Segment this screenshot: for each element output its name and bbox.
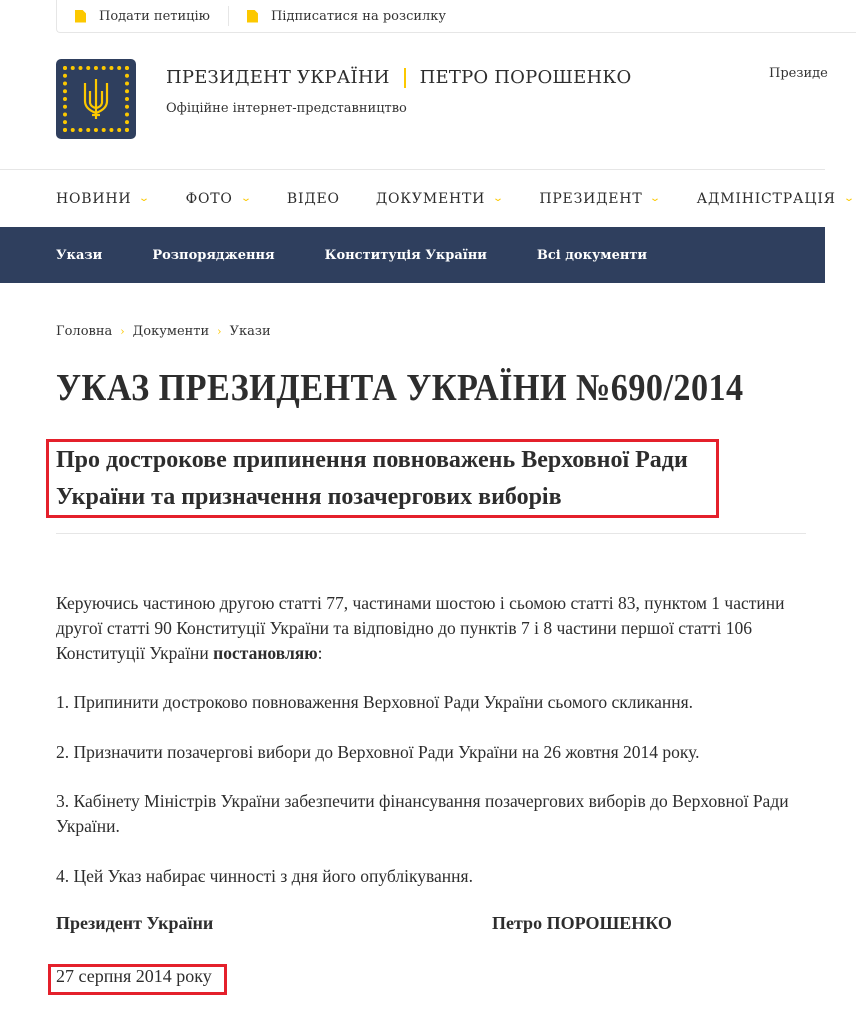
logo-wreath-frame bbox=[63, 66, 129, 132]
documents-subnav bbox=[0, 227, 825, 283]
subscribe-label: Підписатися на розсилку bbox=[270, 8, 447, 24]
nav-label: ПРЕЗИДЕНТ bbox=[539, 190, 643, 207]
subnav-item-all-documents[interactable]: Всі документи bbox=[536, 247, 648, 263]
trident-icon bbox=[81, 77, 111, 121]
top-utility-bar bbox=[56, 0, 856, 33]
nav-label: ДОКУМЕНТИ bbox=[375, 190, 486, 207]
chevron-right-icon: › bbox=[120, 325, 125, 338]
decree-item-4: 4. Цей Указ набирає чинності з дня його опублікування. bbox=[56, 866, 473, 886]
chevron-down-icon: ⌄ bbox=[239, 193, 253, 204]
main-navigation bbox=[0, 169, 856, 227]
site-title[interactable] bbox=[166, 67, 631, 88]
title-separator bbox=[404, 68, 406, 88]
nav-item-documents[interactable] bbox=[376, 191, 504, 207]
signature-name: Петро ПОРОШЕНКО bbox=[492, 913, 672, 933]
signature-title: Президент України bbox=[56, 913, 214, 933]
subnav-item-decrees[interactable]: Укази bbox=[56, 247, 103, 263]
document-preamble bbox=[56, 591, 816, 666]
preamble-text: Керуючись частиною другою статті 77, частинами шостою і сьомою статті 83, пунктом 1 частини другої статті 90 Конституції України та відповідно до пунктів 7 і 8 частини першої статті 106 Конституції України bbox=[56, 593, 785, 663]
breadcrumb-home[interactable]: Головна bbox=[56, 324, 113, 339]
petition-link[interactable] bbox=[57, 0, 228, 32]
chevron-down-icon: ⌄ bbox=[649, 193, 663, 204]
nav-label: ВІДЕО bbox=[286, 190, 340, 207]
site-subtitle: Офіційне інтернет-представництво bbox=[166, 101, 407, 116]
document-subtitle: Про дострокове припинення повноважень Верховної Ради України та призначення позачергових виборів bbox=[56, 447, 688, 510]
preamble-bold: постановляю bbox=[213, 643, 318, 663]
nav-label: ФОТО bbox=[185, 190, 233, 207]
site-logo[interactable] bbox=[56, 59, 136, 139]
document-date: 27 серпня 2014 року bbox=[56, 966, 212, 986]
site-title-right: ПЕТРО ПОРОШЕНКО bbox=[419, 67, 632, 88]
subnav-item-constitution[interactable]: Конституція України bbox=[324, 247, 487, 263]
decree-item-2: 2. Призначити позачергові вибори до Верховної Ради України на 26 жовтня 2014 року. bbox=[56, 742, 700, 762]
document-icon bbox=[75, 10, 86, 23]
chevron-down-icon: ⌄ bbox=[138, 193, 152, 204]
page-title: УКАЗ ПРЕЗИДЕНТА УКРАЇНИ №690/2014 bbox=[56, 367, 744, 409]
breadcrumb-documents[interactable]: Документи bbox=[132, 324, 210, 339]
chevron-right-icon: › bbox=[217, 325, 222, 338]
nav-item-president[interactable] bbox=[539, 190, 663, 207]
decree-item-3: 3. Кабінету Міністрів України забезпечити фінансування позачергових виборів до Верховної Ради України. bbox=[56, 791, 789, 836]
header-right-link[interactable]: Президе bbox=[769, 66, 828, 81]
chevron-down-icon: ⌄ bbox=[842, 193, 856, 204]
chevron-down-icon: ⌄ bbox=[492, 193, 506, 204]
nav-item-news[interactable] bbox=[56, 191, 150, 207]
nav-label: АДМІНІСТРАЦІЯ bbox=[696, 190, 836, 207]
nav-item-video[interactable] bbox=[287, 191, 340, 207]
breadcrumb-decrees[interactable]: Укази bbox=[229, 324, 271, 339]
nav-label: НОВИНИ bbox=[56, 190, 132, 207]
nav-item-photo[interactable] bbox=[186, 191, 251, 207]
petition-label: Подати петицію bbox=[99, 8, 210, 24]
content-divider bbox=[56, 533, 806, 534]
site-title-left: ПРЕЗИДЕНТ УКРАЇНИ bbox=[166, 67, 390, 88]
subscribe-link[interactable] bbox=[229, 0, 464, 32]
nav-item-administration[interactable] bbox=[697, 191, 854, 207]
decree-item-1: 1. Припинити достроково повноваження Верховної Ради України сьомого скликання. bbox=[56, 692, 694, 712]
document-icon bbox=[247, 10, 258, 23]
breadcrumb bbox=[56, 324, 271, 339]
preamble-end: : bbox=[317, 643, 323, 663]
subnav-item-orders[interactable]: Розпорядження bbox=[152, 247, 275, 263]
